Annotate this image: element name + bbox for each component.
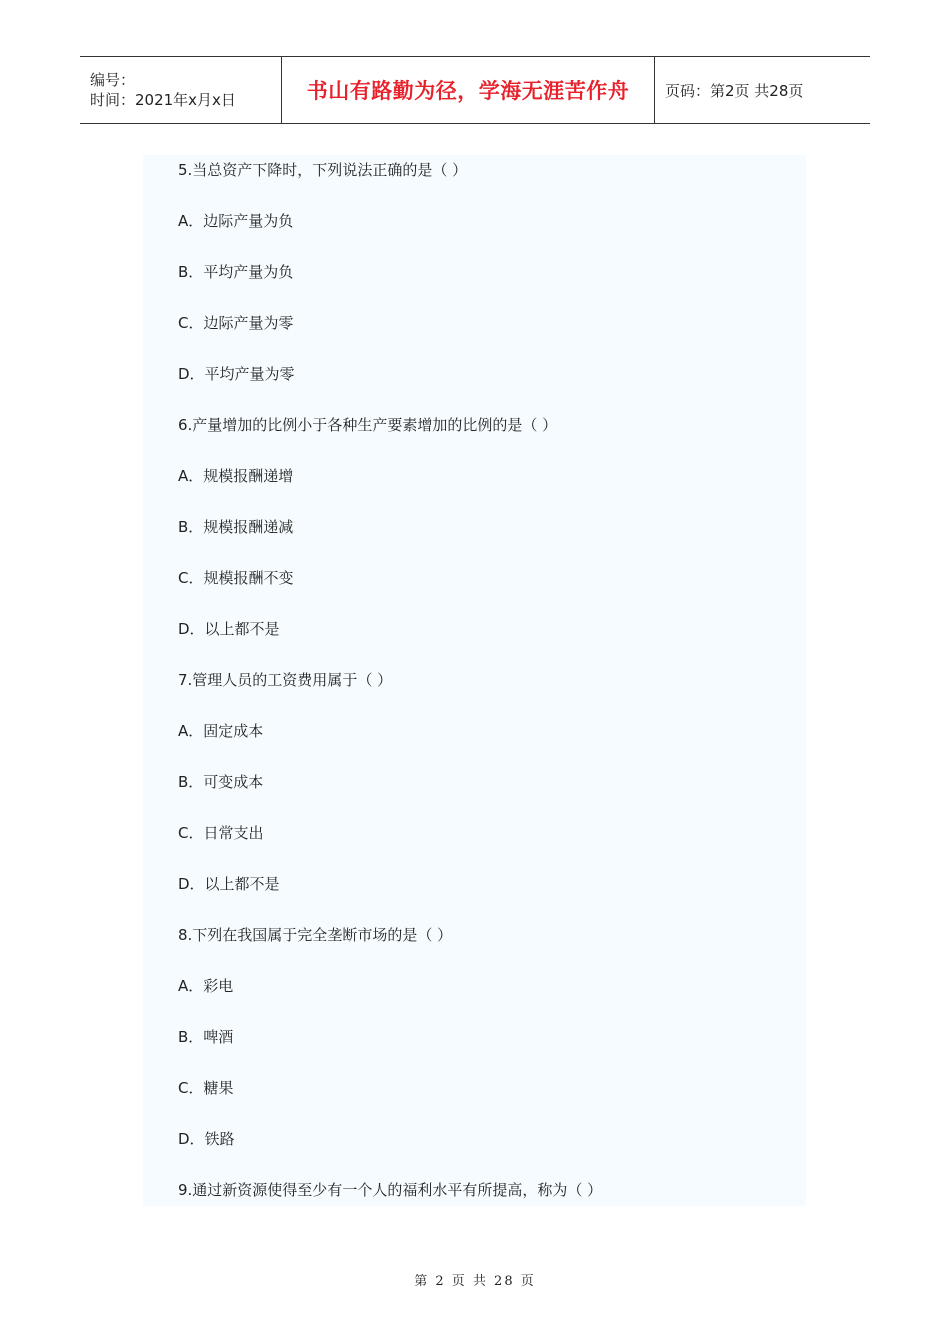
header-motto-text: 书山有路勤为径，学海无涯苦作舟 [306, 79, 630, 103]
option-line: A．彩电 [178, 977, 234, 995]
option-line: A．规模报酬递增 [178, 467, 294, 485]
header-page-info [655, 57, 870, 123]
question-content [143, 155, 806, 1206]
option-line: B．规模报酬递减 [178, 518, 294, 536]
question-line: 7.管理人员的工资费用属于（ ） [178, 671, 393, 689]
option-line: D．以上都不是 [178, 620, 280, 638]
option-line: D．以上都不是 [178, 875, 280, 893]
option-line: A．固定成本 [178, 722, 264, 740]
option-line: D．铁路 [178, 1130, 235, 1148]
option-line: C．边际产量为零 [178, 314, 294, 332]
question-line: 5.当总资产下降时，下列说法正确的是（ ） [178, 161, 468, 179]
header-time-label: 时间：2021年x月x日 [90, 91, 236, 109]
option-line: B．平均产量为负 [178, 263, 294, 281]
header-motto [281, 57, 655, 123]
header-page-label: 页码：第2页 共28页 [665, 81, 804, 100]
question-line: 6.产量增加的比例小于各种生产要素增加的比例的是（ ） [178, 416, 558, 434]
option-line: C．日常支出 [178, 824, 264, 842]
option-line: B．啤酒 [178, 1028, 234, 1046]
header-meta [80, 57, 281, 123]
page-footer [0, 1270, 950, 1289]
footer-page-number: 第 2 页 共 28 页 [414, 1274, 536, 1289]
option-line: C．糖果 [178, 1079, 234, 1097]
option-line: C．规模报酬不变 [178, 569, 294, 587]
option-line: D．平均产量为零 [178, 365, 295, 383]
question-line: 8.下列在我国属于完全垄断市场的是（ ） [178, 926, 453, 944]
option-line: A．边际产量为负 [178, 212, 294, 230]
question-line: 9.通过新资源使得至少有一个人的福利水平有所提高，称为（ ） [178, 1181, 603, 1199]
option-line: B．可变成本 [178, 773, 264, 791]
page-header [80, 56, 870, 124]
header-number-label: 编号： [90, 71, 136, 89]
